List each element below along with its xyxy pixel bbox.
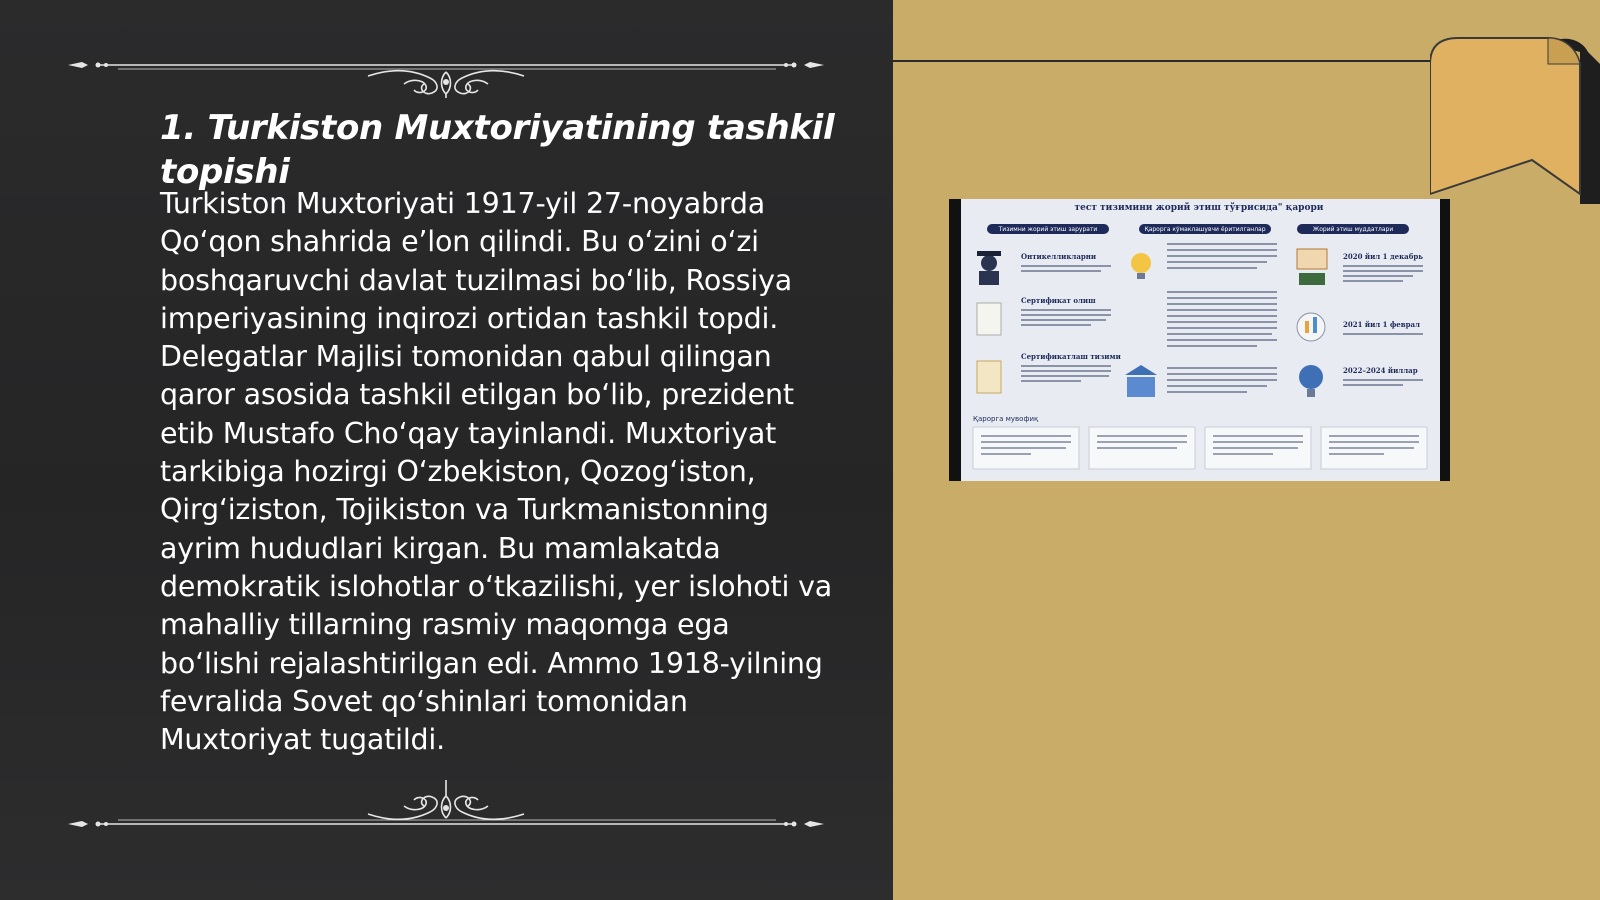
slide-title: 1. Turkiston Muxtoriyatining tashkil topishi	[160, 108, 835, 192]
infographic-date-1: 2020 йил 1 декабрь	[1343, 252, 1424, 261]
infographic-date-3: 2022–2024 йиллар	[1343, 366, 1418, 375]
bookmark-ribbon-icon	[1430, 34, 1600, 204]
infographic-date-2: 2021 йил 1 феврал	[1343, 320, 1420, 329]
infographic-tab-3: Жорий этиш муддатлари	[1312, 226, 1394, 233]
infographic-item-3: Сертификатлаш тизими	[1021, 352, 1121, 361]
infographic-item-2: Сертификат олиш	[1021, 296, 1096, 305]
document-icon	[977, 303, 1001, 335]
flask-icon	[1297, 313, 1325, 341]
infographic-tab-2: Қарорга кўмаклашувчи ёритилганлар	[1144, 226, 1266, 233]
decorative-line	[893, 60, 1453, 62]
infographic-heading: тест тизимини жорий этиш тўғрисида" қарори	[1074, 203, 1324, 213]
infographic-item-1: Онтикелликларни	[1021, 252, 1097, 261]
bottom-ornament-divider	[68, 770, 824, 830]
infographic-footer-label: Қарорга мувофиқ	[973, 415, 1039, 423]
slide-body-text: Turkiston Muxtoriyati 1917-yil 27-noyabrda Qo‘qon shahrida e’lon qilindi. Bu o‘zini o‘zi boshqaruvchi davlat tuzilmasi bo‘lib, Rossiya imperiyasining inqirozi ortidan tashkil topdi. Delegatlar Majlisi tomonidan qabul qilingan qaror asosida tashkil etilgan bo‘lib, prezident etib Mustafo Cho‘qay tayinlandi. Muxtoriyat tarkibiga hozirgi O‘zbekiston, Qozog‘iston, Qirg‘iziston, Tojikiston va Turkmanistonning ayrim hududlari kirgan. Bu mamlakatda demokratik islohotlar o‘tkazilishi, yer islohoti va mahalliy tillarning rasmiy maqomga ega bo‘lishi rejalashtirilgan edi. Ammo 1918-yilning fevralida Sovet qo‘shinlari tomonidan Muxtoriyat tugatildi.	[160, 187, 833, 757]
infographic-tab-1: Тизимни жорий этиш зарурати	[998, 226, 1098, 233]
top-ornament-divider	[68, 38, 824, 98]
document-icon-2	[977, 361, 1001, 393]
infographic-image	[949, 199, 1450, 481]
book-icon	[1297, 249, 1327, 285]
